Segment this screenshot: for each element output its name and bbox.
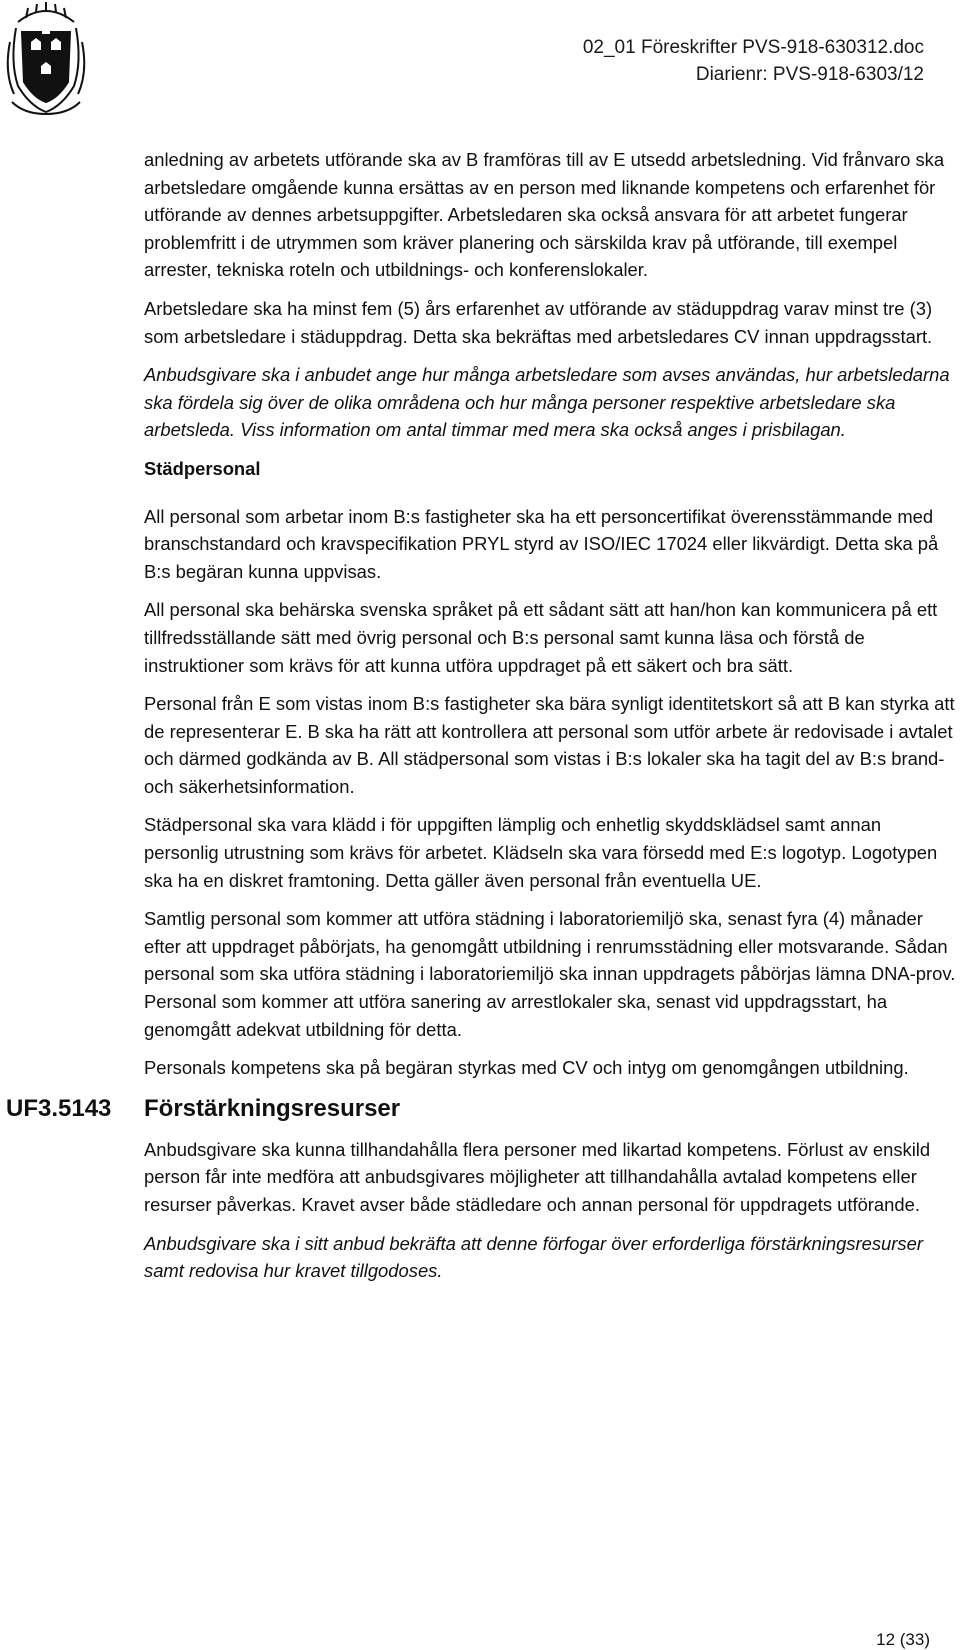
paragraph: Städpersonal ska vara klädd i för uppgiften lämplig och enhetlig skyddsklädsel samt annan personlig utrustning som krävs för arbetet. Klädseln ska vara försedd med E:s logotyp. Logotypen ska ha en diskret framtoning. Detta gäller även personal från eventuella UE. xyxy=(144,814,938,891)
section-title: Förstärkningsresurser xyxy=(144,1094,401,1122)
paragraph: Personal från E som vistas inom B:s fastigheter ska bära synligt identitetskort så att B kan styrka att de representerar E. B ska ha rätt att kontrollera att personal som utför arbete är redovisade i avtalet och därmed godkända av B. All städpersonal som vistas i B:s lokaler ska ha tagit del av B:s brand- och säkerhetsinformation. xyxy=(144,693,955,797)
paragraph: All personal som arbetar inom B:s fastigheter ska ha ett personcertifikat överensstämmande med branschstandard och kravspecifikation PRYL styrd av ISO/IEC 17024 eller likvärdigt. Detta ska på B:s begäran kunna uppvisas. xyxy=(144,505,939,582)
page-header xyxy=(583,34,924,88)
paragraph: Samtlig personal som kommer att utföra städning i laboratoriemiljö ska, senast fyra (4) månader efter att uppdraget påbörjats, ha genomgått utbildning i renrumsstädning eller motsvarande. Sådan personal som ska utföra städning i laboratoriemiljö ska innan uppdragets påbörjas lämna DNA-prov. Personal som kommer att utföra sanering av arrestlokaler ska, senast vid uppdragsstart, ha genomgått adekvat utbildning för detta. xyxy=(144,908,956,1040)
paragraph: Personals kompetens ska på begäran styrkas med CV och intyg om genomgången utbildning. xyxy=(144,1057,909,1079)
page-number: 12 (33) xyxy=(876,1630,930,1649)
swedish-crest-icon xyxy=(4,2,88,116)
document-name: 02_01 Föreskrifter PVS-918-630312.doc xyxy=(582,37,924,58)
italic-paragraph: Anbudsgivare ska i anbudet ange hur många arbetsledare som avses användas, hur arbetsledarna ska fördela sig över de olika områdena och hur många personer respektive arbetsledare ska arbetsleda. Viss information om antal timmar med mera ska också anges i prisbilagan. xyxy=(144,364,950,441)
document-body xyxy=(6,146,956,1296)
subheading: Städpersonal xyxy=(144,457,261,479)
paragraph: All personal ska behärska svenska språket på ett sådant sätt att han/hon kan kommunicera på ett tillfredsställande sätt med övrig personal och B:s personal samt kunna läsa och förstå de instruktioner som krävs för att kunna utföra uppdraget på ett säkert och bra sätt. xyxy=(144,599,938,676)
section-heading xyxy=(6,1093,956,1127)
paragraph: anledning av arbetets utförande ska av B framföras till av E utsedd arbetsledning. Vid frånvaro ska arbetsledare omgående kunna ersättas av en person med liknande kompetens och erfarenhet för utförande av dennes arbetsuppgifter. Arbetsledaren ska också ansvara för att arbetet fungerar problemfritt i de utrymmen som kräver planering och särskilda krav på utförande, till exempel arrester, tekniska roteln och utbildnings- och konferenslokaler. xyxy=(144,149,945,281)
italic-paragraph: Anbudsgivare ska i sitt anbud bekräfta att denne förfogar över erforderliga förstärkningsresurser samt redovisa hur kravet tillgodoses. xyxy=(144,1232,923,1282)
paragraph: Arbetsledare ska ha minst fem (5) års erfarenhet av utförande av städuppdrag varav minst tre (3) som arbetsledare i städuppdrag. Detta ska bekräftas med arbetsledares CV innan uppdragsstart. xyxy=(144,297,933,347)
diarienr: Diarienr: PVS-918-6303/12 xyxy=(695,64,924,85)
section-number: UF3.5143 xyxy=(6,1094,112,1122)
paragraph: Anbudsgivare ska kunna tillhandahålla flera personer med likartad kompetens. Förlust av enskild person får inte medföra att anbudsgivares möjligheter att tillhandahålla avtalad kompetens eller resurser påverkas. Kravet avser både städledare och annan personal för uppdragets utförande. xyxy=(144,1138,931,1215)
